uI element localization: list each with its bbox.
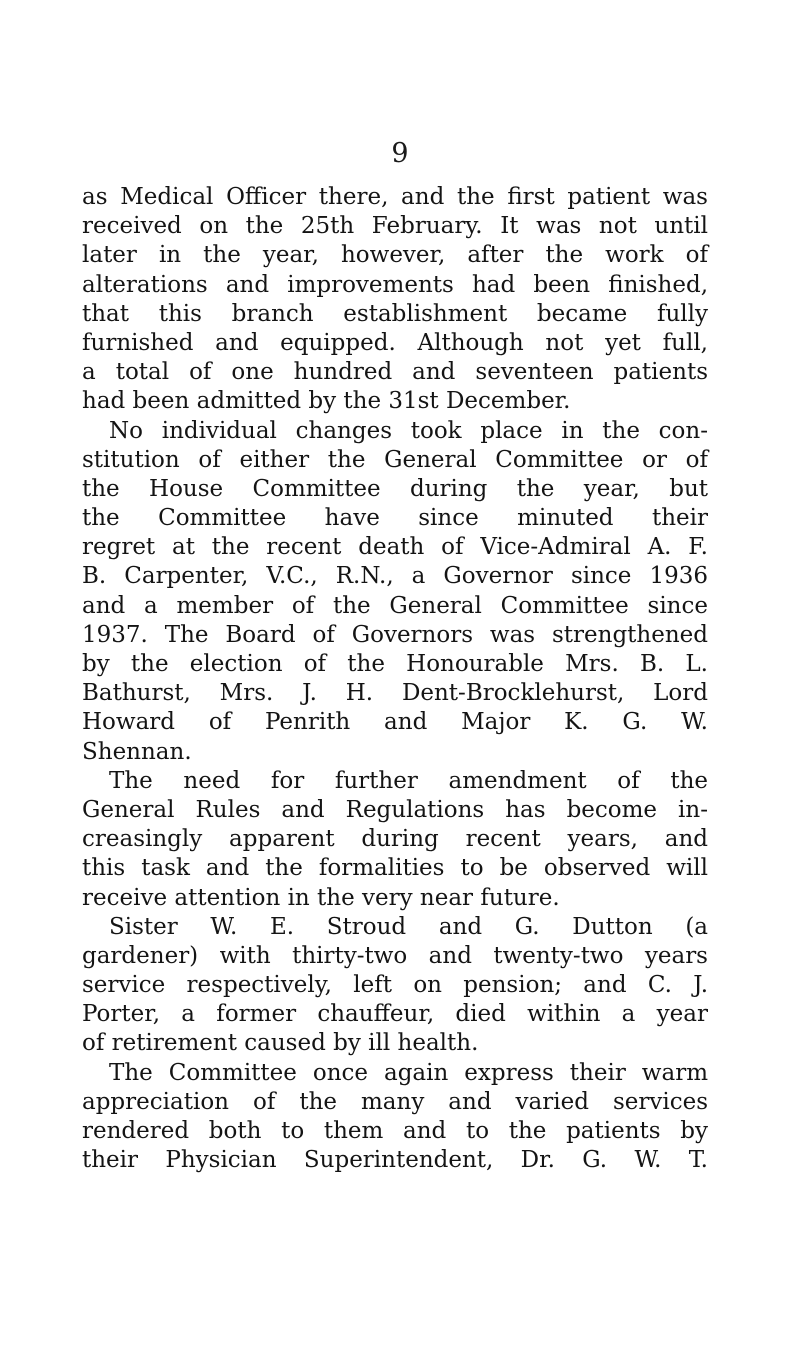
text-line: received on the 25th February. It was not until	[82, 213, 708, 240]
text-line: the House Committee during the year, but	[82, 475, 708, 502]
text-line: The Committee once again express their warm	[109, 1059, 708, 1086]
text-line: had been admitted by the 31st December.	[82, 388, 571, 415]
text-line: service respectively, left on pension; and C. J.	[82, 972, 708, 999]
text-line: receive attention in the very near future.	[82, 884, 560, 911]
text-line: this task and the formalities to be observed will	[82, 855, 708, 882]
text-line: the Committee have since minuted their	[82, 505, 708, 532]
text-line: Howard of Penrith and Major K. G. W.	[82, 709, 708, 736]
text-line: as Medical Officer there, and the first patient was	[82, 184, 708, 210]
text-line: and a member of the General Committee since	[82, 592, 708, 619]
text-line: B. Carpenter, V.C., R.N., a Governor since 1936	[82, 563, 708, 590]
text-line: No individual changes took place in the con-	[109, 417, 708, 444]
text-line: General Rules and Regulations has become in-	[82, 796, 708, 823]
text-line: Porter, a former chauffeur, died within a year	[82, 1001, 708, 1028]
text-line: of retirement caused by ill health.	[82, 1030, 479, 1057]
text-line: a total of one hundred and seventeen patients	[82, 359, 708, 386]
text-line: stitution of either the General Committee or of	[82, 446, 708, 473]
text-line: gardener) with thirty-two and twenty-two years	[82, 942, 708, 969]
text-line: Sister W. E. Stroud and G. Dutton (a	[109, 913, 708, 940]
text-line: furnished and equipped. Although not yet full,	[82, 329, 708, 356]
text-line: regret at the recent death of Vice-Admiral A. F.	[82, 534, 708, 561]
text-line: The need for further amendment of the	[109, 767, 708, 794]
text-line: alterations and improvements had been finished,	[82, 271, 708, 298]
text-line: Bathurst, Mrs. J. H. Dent-Brocklehurst, Lord	[82, 680, 708, 707]
text-line: their Physician Superintendent, Dr. G. W. T.	[82, 1147, 708, 1174]
text-line: 1937. The Board of Governors was strengthened	[82, 621, 708, 648]
page-number: 9	[391, 138, 409, 169]
text-line: creasingly apparent during recent years, and	[82, 826, 708, 853]
text-line: rendered both to them and to the patients by	[82, 1118, 708, 1144]
text-line: Shennan.	[82, 738, 192, 765]
text-line: appreciation of the many and varied services	[82, 1088, 708, 1115]
text-line: that this branch establishment became fully	[82, 300, 708, 327]
text-line: later in the year, however, after the work of	[82, 242, 708, 269]
text-line: by the election of the Honourable Mrs. B. L.	[82, 651, 708, 677]
body-text	[82, 183, 708, 1175]
